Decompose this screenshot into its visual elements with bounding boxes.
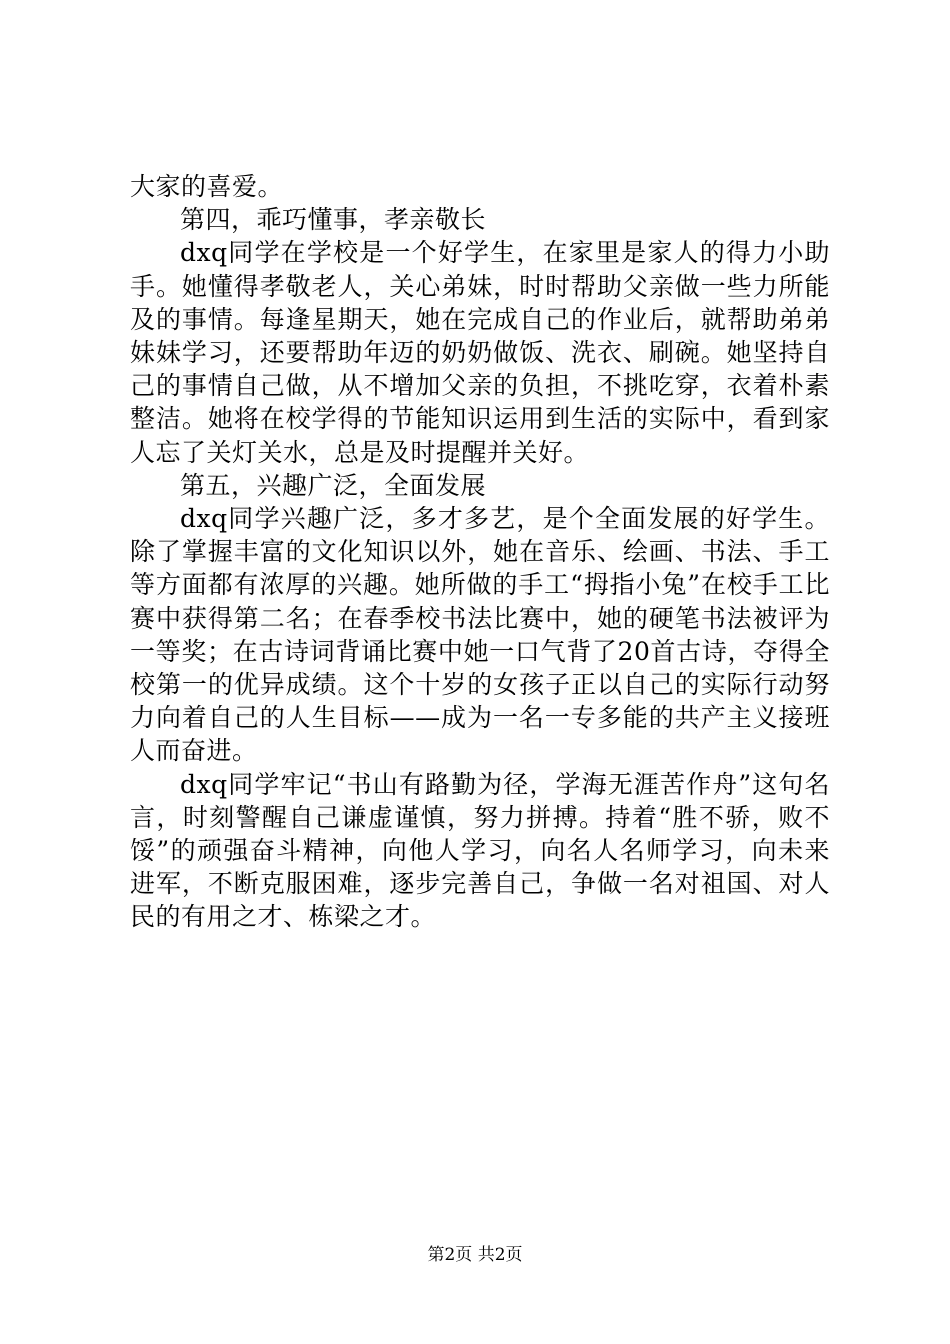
paragraph-interests: dxq同学兴趣广泛，多才多艺，是个全面发展的好学生。除了掌握丰富的文化知识以外，她在音乐、绘画、书法、手工等方面都有浓厚的兴趣。她所做的手工“拇指小兔”在校手工比赛中获得第二名；在春季校书法比赛中，她的硬笔书法被评为一等奖；在古诗词背诵比赛中她一口气背了20首古诗，夺得全校第一的优异成绩。这个十岁的女孩子正以自己的实际行动努力向着自己的人生目标——成为一名一专多能的共产主义接班人而奋进。 <box>130 504 830 766</box>
section-heading-fifth: 第五，兴趣广泛，全面发展 <box>180 470 487 500</box>
paragraph-filial-piety: dxq同学在学校是一个好学生，在家里是家人的得力小助手。她懂得孝敬老人，关心弟妹，时时帮助父亲做一些力所能及的事情。每逢星期天，她在完成自己的作业后，就帮助弟弟妹妹学习，还要帮助年迈的奶奶做饭、洗衣、刷碗。她坚持自己的事情自己做，从不增加父亲的负担，不挑吃穿，衣着朴素整洁。她将在校学得的节能知识运用到生活的实际中，看到家人忘了关灯关水，总是及时提醒并关好。 <box>130 238 830 467</box>
paragraph-conclusion: dxq同学牢记“书山有路勤为径，学海无涯苦作舟”这句名言，时刻警醒自己谦虚谨慎，努力拼搏。持着“胜不骄，败不馁”的顽强奋斗精神，向他人学习，向名人名师学习，向未来进军，不断克服困难，逐步完善自己，争做一名对祖国、对人民的有用之才、栋梁之才。 <box>130 769 830 932</box>
section-heading-fourth: 第四，乖巧懂事，孝亲敬长 <box>180 205 487 235</box>
document-body <box>130 170 830 934</box>
paragraph-continuation: 大家的喜爱。 <box>130 172 284 201</box>
page-number-footer: 第2页 共2页 <box>427 1245 523 1265</box>
